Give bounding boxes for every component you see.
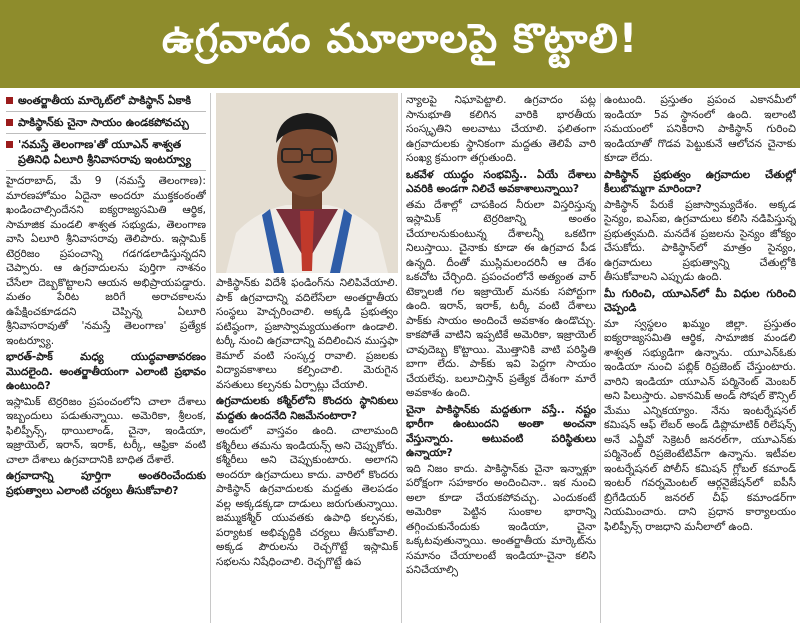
question-heading: పాకిస్థాన్ ప్రభుత్వం ఉగ్రవాదుల చేతుల్లో కీలుబొమ్మగా మారిందా? bbox=[604, 168, 796, 195]
article-paragraph: న్యాలపై నిఘాపెట్టాలి. ఉగ్రవాదం పట్ల సానుభూతి కలిగిన వారికి భారతీయ సంస్కృతిని అలవాటు చేయాలి. ఫలితంగా ఉగ్రవాదులకు స్థానికంగా మద్దతు తెలిపే వారి సంఖ్య క్రమంగా తగ్గుతుంది. bbox=[406, 94, 596, 164]
article-paragraph: హైదరాబాద్, మే 9 (నమస్తే తెలంగాణ): మారణహోమం ఏదైనా అందరూ ముక్తకంఠంతో ఖండించాల్సిందేనని ఐక్యరాజ్యసమితి ఆర్థిక, సామాజిక మండలి శాశ్వత సభ్యుడు, తెలంగాణ వాసి ఏలూరి శ్రీనివాసరావు తెలిపారు. ఇస్లామిక్ టెర్రరిజం ప్రపంచాన్ని గడగడలాడిస్తున్నదని చెప్పారు. ఆ ఉగ్రవాదులను పుర్తిగా నాశనం చేసేలా దెబ్బకొట్టాలని ఆయన అభిప్రాయపడ్డారు. మతం పేరిట జరిగే అరాచకాలను ఉపేక్షించకూడదని చెప్పిన్న ఏలూరి శ్రీనివాసరావుతో 'నమస్తే తెలంగాణ' ప్రత్యేక ఇంటర్వ్యూ. bbox=[6, 175, 206, 347]
question-heading: ఒకవేళ యుద్ధం సంభవిస్తే.. ఏయే దేశాలు ఎవరికి అండగా నిలిచే అవకాశాలున్నాయి? bbox=[406, 168, 596, 195]
bullet-square-icon bbox=[6, 141, 13, 148]
article-paragraph: ఇస్లామిక్ టెర్రరిజం ప్రపంచంలోని చాలా దేశాలు ఇబ్బందులు పడుతున్నాయి. అమెరికా, శ్రీలంక, ఫిలిప్పీన్స్, థాయిలాండ్, చైనా, ఇండియా, ఇజ్రాయెల్, ఇరాన్, ఇరాక్, టర్కీ, ఆఫ్రికా వంటి చాలా దేశాలు ఉగ్రవాదానికి బాధిత దేశాలే. bbox=[6, 395, 206, 466]
column-divider bbox=[401, 93, 402, 623]
article-paragraph: మా స్వస్థలం ఖమ్మం జిల్లా. ప్రస్తుతం ఐక్యరాజ్యసమితి ఆర్థిక, సామాజిక మండలి శాశ్వత సభ్యుడిగా ఉన్నాను. యూఎన్‌ఓకు ఇండియా నుంచి పబ్లిక్ రిప్రజెంట్ చేస్తుంటారు. వారిని ఇండియా యూఎన్ పర్మినెంట్ మెంబర్ అని పిలుస్తారు. ఎకానమిక్ అండ్ సోషల్ కౌన్సిల్ మేము ఎన్నికయ్యాం. నేను ఇంటర్నేషనల్ కమిషన్ ఆఫ్ లేబర్ అండ్ డిప్లొమాటిక్ రిలేషన్స్ అనే ఎన్జీవో సెక్రెటరీ జనరల్‌గా, యూఎన్‌కు పర్మినెంట్ రిప్రజెంటేటివ్‌గా ఉన్నాను. ఇటీవల ఇంటర్నేషనల్ పోలీస్ కమిషన్ గ్లోబల్ కమాండ్ ఇంటర్ గవర్నమెంటల్ ఆర్గనైజేషన్‌లో ఐపీసీ బ్రిగేడియర్ జనరల్ చీఫ్ కమాండర్‌గా నియమించారు. దాని ప్రధాన కార్యాలయం ఫిలిప్పీన్స్ రాజధాని మనీలాలో ఉంది. bbox=[604, 317, 796, 533]
question-heading: చైనా పాకిస్థాన్‌కు మద్దతుగా వస్తే.. నష్టం భారీగా ఉంటుందని అంతా అంచనా వేస్తున్నారు. అటువంటి పరిస్థితులు ఉన్నాయా? bbox=[406, 403, 596, 459]
highlight-item: పాకిస్థాన్‌కు చైనా సాయం ఉండకపోవచ్చు bbox=[6, 115, 206, 134]
article-paragraph: పాకిస్థాన్ పేరుకే ప్రజాస్వామ్యదేశం. అక్కడ సైన్యం, ఐఎస్ఐ, ఉగ్రవాదులు కలిసి నడిపిస్తున్న ప్రభుత్వమది. మనదేశ ప్రజలను సైన్యం జోక్యం చేసుకోదు. పాకిస్థాన్‌లో మాత్రం సైన్యం, ఉగ్రవాదులు ప్రభుత్వాన్ని చేతుల్లోకి తీసుకోవాలని ఎప్పుడు ఉంది. bbox=[604, 198, 796, 283]
bullet-square-icon bbox=[6, 97, 13, 104]
headline-banner bbox=[0, 0, 800, 88]
bullet-square-icon bbox=[6, 119, 13, 126]
portrait-photo bbox=[216, 93, 398, 273]
article-column-4 bbox=[604, 93, 796, 623]
article-paragraph: ఉంటుంది. ప్రస్తుతం ప్రపంచ ఎకానమీలో ఇండియా 5వ స్థానంలో ఉంది. ఇలాంటి సమయంలో పనికిరాని పాకిస్థాన్ గురించి ఇండియాతో గొడవ పెట్టుకునే ఆలోచన చైనాకు కూడా లేదు. bbox=[604, 94, 796, 164]
question-heading: భారత్-పాక్ మధ్య యుద్ధవాతావరణం మొదలైంది. అంతర్జాతీయంగా ఎలాంటి ప్రభావం ఉంటుంది? bbox=[6, 351, 206, 392]
highlights-list bbox=[6, 93, 206, 171]
person-portrait-image bbox=[216, 93, 398, 273]
article-paragraph: ఇది నిజం కాదు. పాకిస్థాన్‌కు చైనా ఇన్నాళ్లూ పరోక్షంగా సహకారం అందించినా.. ఇక నుంచి అలా కూడా చేయకపోవచ్చు. ఎందుకంటే అమెరికా పెట్టిన సుంకాల భారాన్ని తగ్గించుకునేందుకు ఇండియా, చైనా ఒక్కటవుతున్నాయి. అంతర్జాతీయ మార్కెట్‌ను సమానం చేయాలంటే ఇండియా-చైనా కలిసి పనిచేయాల్సి bbox=[406, 462, 596, 576]
highlight-item: 'నమస్తే తెలంగాణ'తో యూఎన్ శాశ్వత ప్రతినిధి ఏలూరి శ్రీనివాసరావు ఇంటర్వ్యూ bbox=[6, 137, 206, 171]
article-paragraph: పాకిస్థాన్‌కు విదేశీ ఫండింగ్‌ను నిలిపివేయాలి. పాక్ ఉగ్రవాదాన్ని వదిలేసేలా అంతర్జాతీయ సంస్థలు హెచ్చరించాలి. అక్కడి ప్రభుత్వం పటిష్ఠంగా, ప్రజాస్వామ్యయుతంగా ఉండాలి. టర్కీ నుంచి ఉగ్రవాదాన్ని వదిలించిన ముస్తఫా కెమాల్ వంటి సంస్కర్త రావాలి. ప్రజలకు విద్యావకాశాలు కల్పించాలి. మెరుగైన వసతులు కల్పనకు ఏర్పాట్లు చేయాలి. bbox=[216, 277, 398, 391]
article-paragraph: తమ దేశాల్లో చాపకింద నీరులా విస్తరిస్తున్న ఇస్లామిక్ టెర్రరిజాన్ని అంతం చేయాలనుకుంటున్న దేశాలన్నీ ఒకటిగా నిలుస్తాయి. చైనాకు కూడా ఈ ఉగ్రవాద పీడ ఉన్నది. దీంతో ముస్లిమలందరినీ ఆ దేశం ఒకచోట చేర్చింది. ప్రపంచంలోనే అత్యంత వార్ టెక్నాలజీ గల ఇజ్రాయెల్ మనకు సపోర్టుగా ఉంది. ఇరాన్, ఇరాక్, టర్కీ వంటి దేశాలు పాక్‌కు సాయం అందించే అవకాశం ఉండొచ్చు. కాకపోతే వాటిని ఇప్పటికే అమెరికా, ఇజ్రాయెల్ చావుదెబ్బ కొట్టాయి. మొత్తానికి వాటి పరిస్థితి బాగా లేదు. పాక్‌కు ఇవి పెద్దగా సాయం చేయలేవు. బలూచిస్తాన్ ప్రత్యేక దేశంగా మారే అవకాశం ఉంది. bbox=[406, 198, 596, 399]
article-column-2 bbox=[216, 93, 398, 623]
article-paragraph: అందులో వాస్తవం ఉంది. చాలామంది కశ్మీరీలు తమను ఇండియన్స్ అని చెప్పుకోరు. కశ్మీరీలు అని చెప్పుకుంటారు. అలాగని అందరూ ఉగ్రవాదులు కాదు. వారిలో కొందరు పాకిస్థాన్ ఉగ్రవాదులకు మద్దతు తెలపడం వల్ల అక్కడక్కడా దాడులు జరుగుతున్నాయి. జమ్ముకశ్మీర్ యువతకు ఉపాధి కల్పనకు, పర్యాటక అభివృద్ధికి చర్యలు తీసుకోవాలి. అక్కడ పౌరులను రెచ్చగొట్టే ఇస్లామిక్ సభలను నిషేధించాలి. రెచ్చగొట్టే ఉప bbox=[216, 425, 398, 568]
question-heading: ఉగ్రవాదాన్ని పూర్తిగా అంతరించేందుకు ప్రభుత్వాలు ఎలాంటి చర్యలు తీసుకోవాలి? bbox=[6, 470, 206, 497]
highlight-item: అంతర్జాతీయ మార్కెట్‌లో పాకిస్థాన్ ఏకాకి bbox=[6, 93, 206, 112]
column-divider bbox=[210, 93, 211, 623]
article-column-3 bbox=[406, 93, 596, 623]
column-divider bbox=[600, 93, 601, 623]
headline-title: ఉగ్రవాదం మూలాలపై కొట్టాలి! bbox=[161, 16, 639, 62]
article-body bbox=[216, 276, 398, 570]
article-column-1 bbox=[6, 93, 206, 623]
question-heading: ఉగ్రవాదులకు కశ్మీర్‌లోని కొందరు స్థానికులు మద్దతు ఉందనేది నిజమేనంటారా? bbox=[216, 395, 398, 422]
question-heading: మీ గురించి, యూఎన్‌లో మీ విధుల గురించి చెప్పండి bbox=[604, 287, 796, 314]
